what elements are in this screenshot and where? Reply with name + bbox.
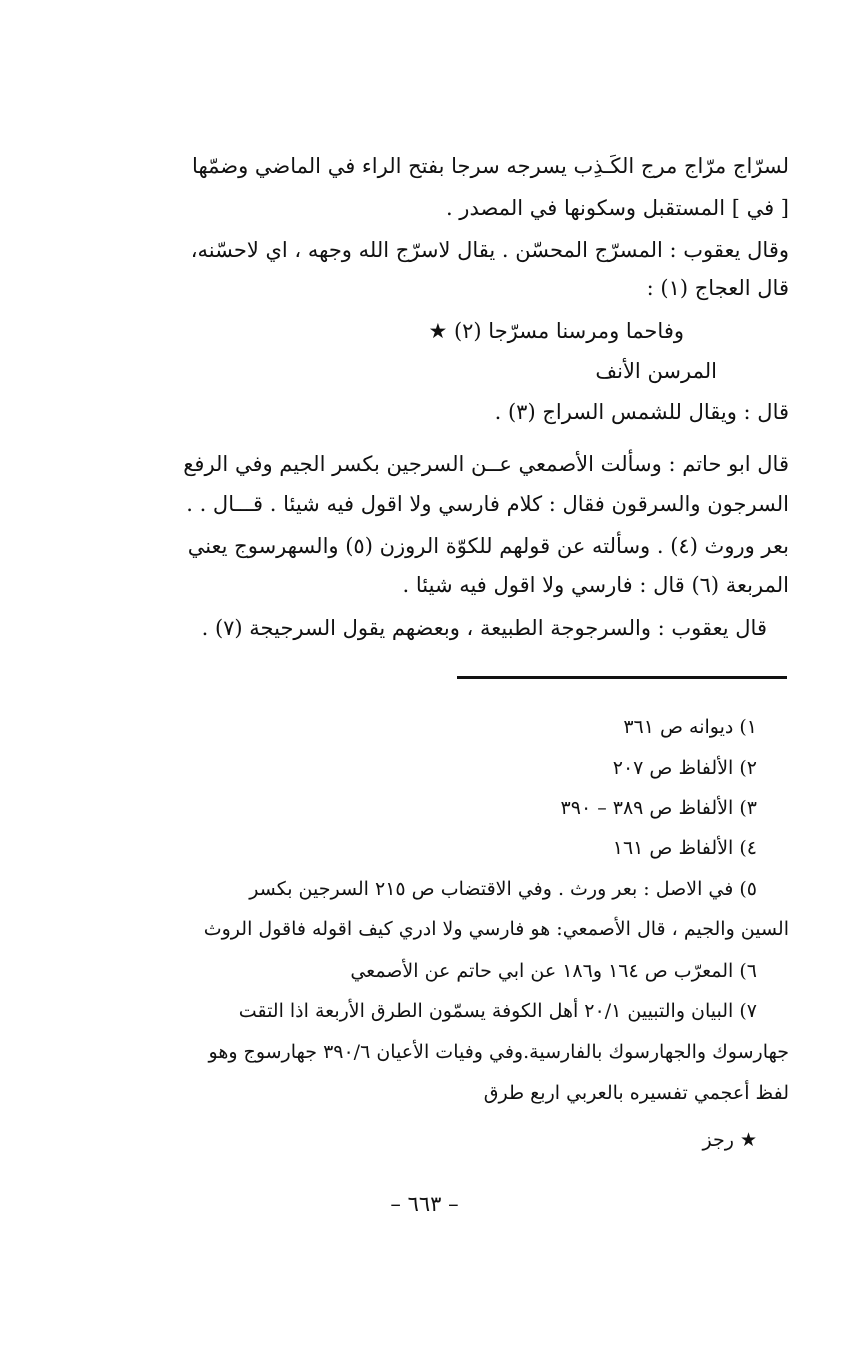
page-number: – ٦٦٣ – [390, 1192, 459, 1216]
body-line-7: قال : ويقال للشمس السراج (٣) . [494, 400, 789, 424]
footnote-separator [457, 676, 787, 679]
footnote-4: ٤) الألفاظ ص ١٦١ [612, 837, 757, 859]
footnote-5-cont: السين والجيم ، قال الأصمعي: هو فارسي ولا ادري كيف اقوله فاقول الروث [203, 918, 789, 940]
body-line-10: بعر وروث (٤) . وسألته عن قولهم للكوّة الروزن (٥) والسهرسوج يعني [187, 534, 789, 558]
footnote-7: ٧) البيان والتبيين ٢٠/١ أهل الكوفة يسمّون الطرق الأربعة اذا التقت [238, 1000, 757, 1022]
body-line-4: قال العجاج (١) : [646, 276, 789, 300]
footnote-1: ١) ديوانه ص ٣٦١ [623, 716, 757, 738]
verse-line: وفاحما ومرسنا مسرّجا (٢) ★ [428, 319, 684, 343]
body-line-2: [ في ] المستقبل وسكونها في المصدر . [445, 196, 789, 220]
footnote-7-cont-2: لفظ أعجمي تفسيره بالعربي اربع طرق [483, 1082, 789, 1104]
body-line-11: المربعة (٦) قال : فارسي ولا اقول فيه شيئا . [402, 573, 789, 597]
footnote-star-rajaz: ★ رجز [702, 1129, 757, 1151]
verse-gloss: المرسن الأنف [595, 359, 717, 383]
footnote-6: ٦) المعرّب ص ١٦٤ و١٨٦ عن ابي حاتم عن الأصمعي [350, 960, 757, 982]
footnote-2: ٢) الألفاظ ص ٢٠٧ [612, 757, 757, 779]
footnote-3: ٣) الألفاظ ص ٣٨٩ – ٣٩٠ [560, 797, 757, 819]
body-line-3: وقال يعقوب : المسرّج المحسّن . يقال لاسرّج الله وجهه ، اي لاحسّنه، [190, 238, 789, 262]
body-line-12: قال يعقوب : والسرجوجة الطبيعة ، وبعضهم يقول السرجيجة (٧) . [201, 616, 767, 640]
footnote-7-cont: جهارسوك والجهارسوك بالفارسية.وفي وفيات الأعيان ٣٩٠/٦ جهارسوج وهو [208, 1041, 789, 1063]
body-line-1: لسرّاج مرّاج مرج الكَـذِب يسرجه سرجا بفتح الراء في الماضي وضمّها [192, 154, 789, 178]
body-line-9: السرجون والسرقون فقال : كلام فارسي ولا اقول فيه شيئا . قـــال . . [186, 492, 789, 516]
footnote-5: ٥) في الاصل : بعر ورث . وفي الاقتضاب ص ٢١٥ السرجين بكسر [249, 878, 757, 900]
body-line-8: قال ابو حاتم : وسألت الأصمعي عــن السرجين بكسر الجيم وفي الرفع [183, 452, 789, 476]
